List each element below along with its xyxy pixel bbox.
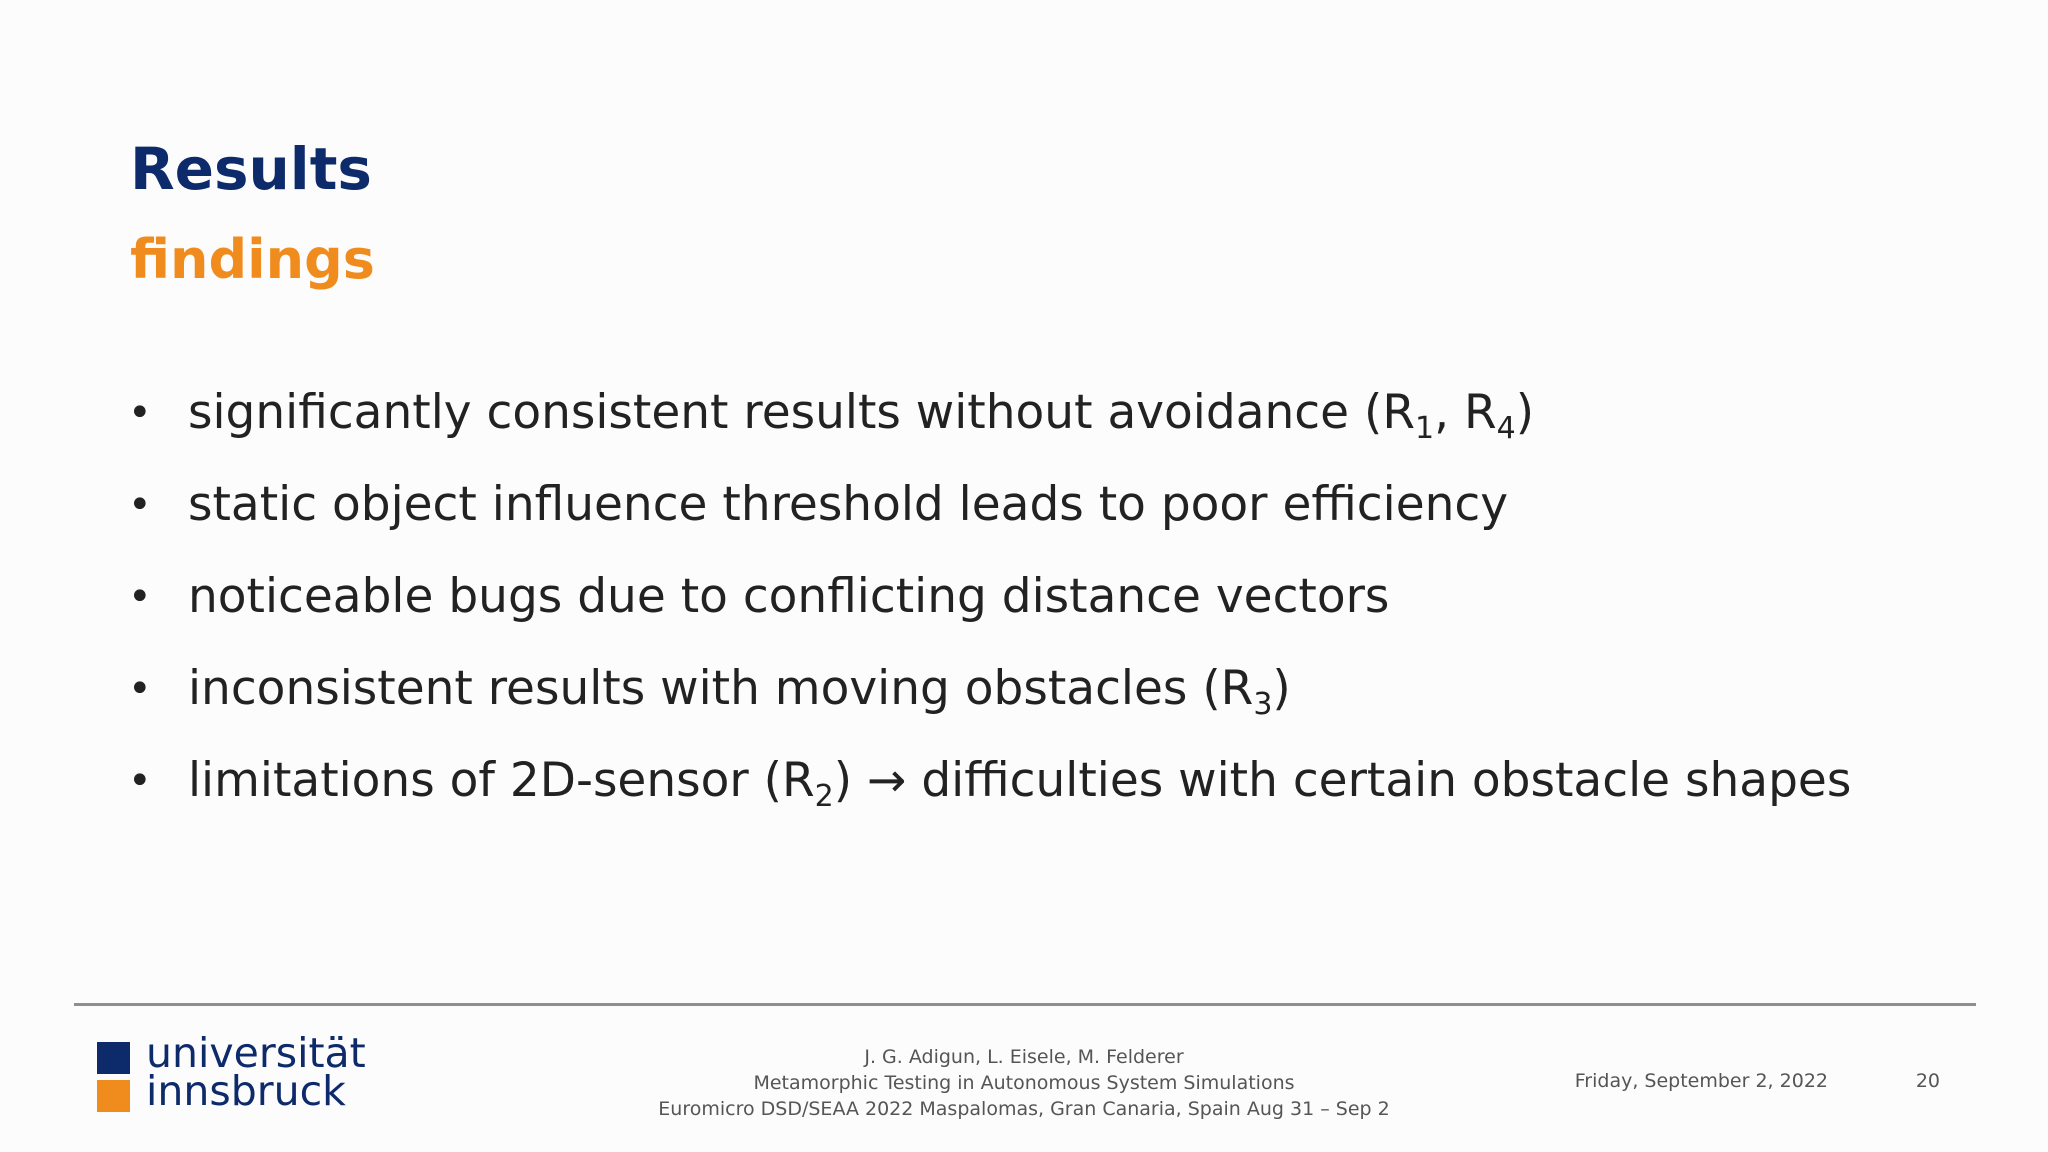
bullet-marker: • bbox=[128, 574, 152, 620]
university-logo bbox=[97, 1029, 397, 1116]
bullet-text: significantly consistent results without avoidance ($R_1$, $R_4$) bbox=[188, 385, 1535, 446]
footer-paper-title: Metamorphic Testing in Autonomous System Simulations bbox=[753, 1072, 1295, 1094]
page-number: 20 bbox=[1915, 1070, 1940, 1092]
bullet-marker: • bbox=[128, 666, 152, 712]
logo-line-2: innsbruck bbox=[146, 1067, 346, 1115]
bullet-text: noticeable bugs due to conflicting distance vectors bbox=[188, 569, 1390, 624]
bullet-text: static object influence threshold leads to poor efficiency bbox=[188, 477, 1509, 532]
bullet-marker: • bbox=[128, 758, 152, 804]
footer-venue: Euromicro DSD/SEAA 2022 Maspalomas, Gran Canaria, Spain Aug 31 – Sep 2 bbox=[658, 1098, 1390, 1120]
footer-authors: J. G. Adigun, L. Eisele, M. Felderer bbox=[864, 1046, 1184, 1068]
logo-square-blue bbox=[97, 1042, 130, 1074]
logo-square-orange bbox=[97, 1080, 130, 1112]
bullet-text: inconsistent results with moving obstacles $(R_3)$ bbox=[188, 661, 1291, 722]
logo-line-1: universität bbox=[146, 1029, 366, 1077]
footer-citation bbox=[640, 1044, 1408, 1122]
bullet-marker: • bbox=[128, 482, 152, 528]
bullet-marker: • bbox=[128, 390, 152, 436]
slide-title: Results bbox=[130, 135, 372, 203]
slide-subtitle: findings bbox=[130, 228, 375, 291]
footer-divider bbox=[74, 1003, 1976, 1006]
footer-date: Friday, September 2, 2022 bbox=[1574, 1070, 1828, 1092]
logo-text bbox=[146, 1029, 366, 1115]
bullet-text: limitations of 2D-sensor $(R_2)$ → difficulties with certain obstacle shapes bbox=[188, 753, 1852, 814]
